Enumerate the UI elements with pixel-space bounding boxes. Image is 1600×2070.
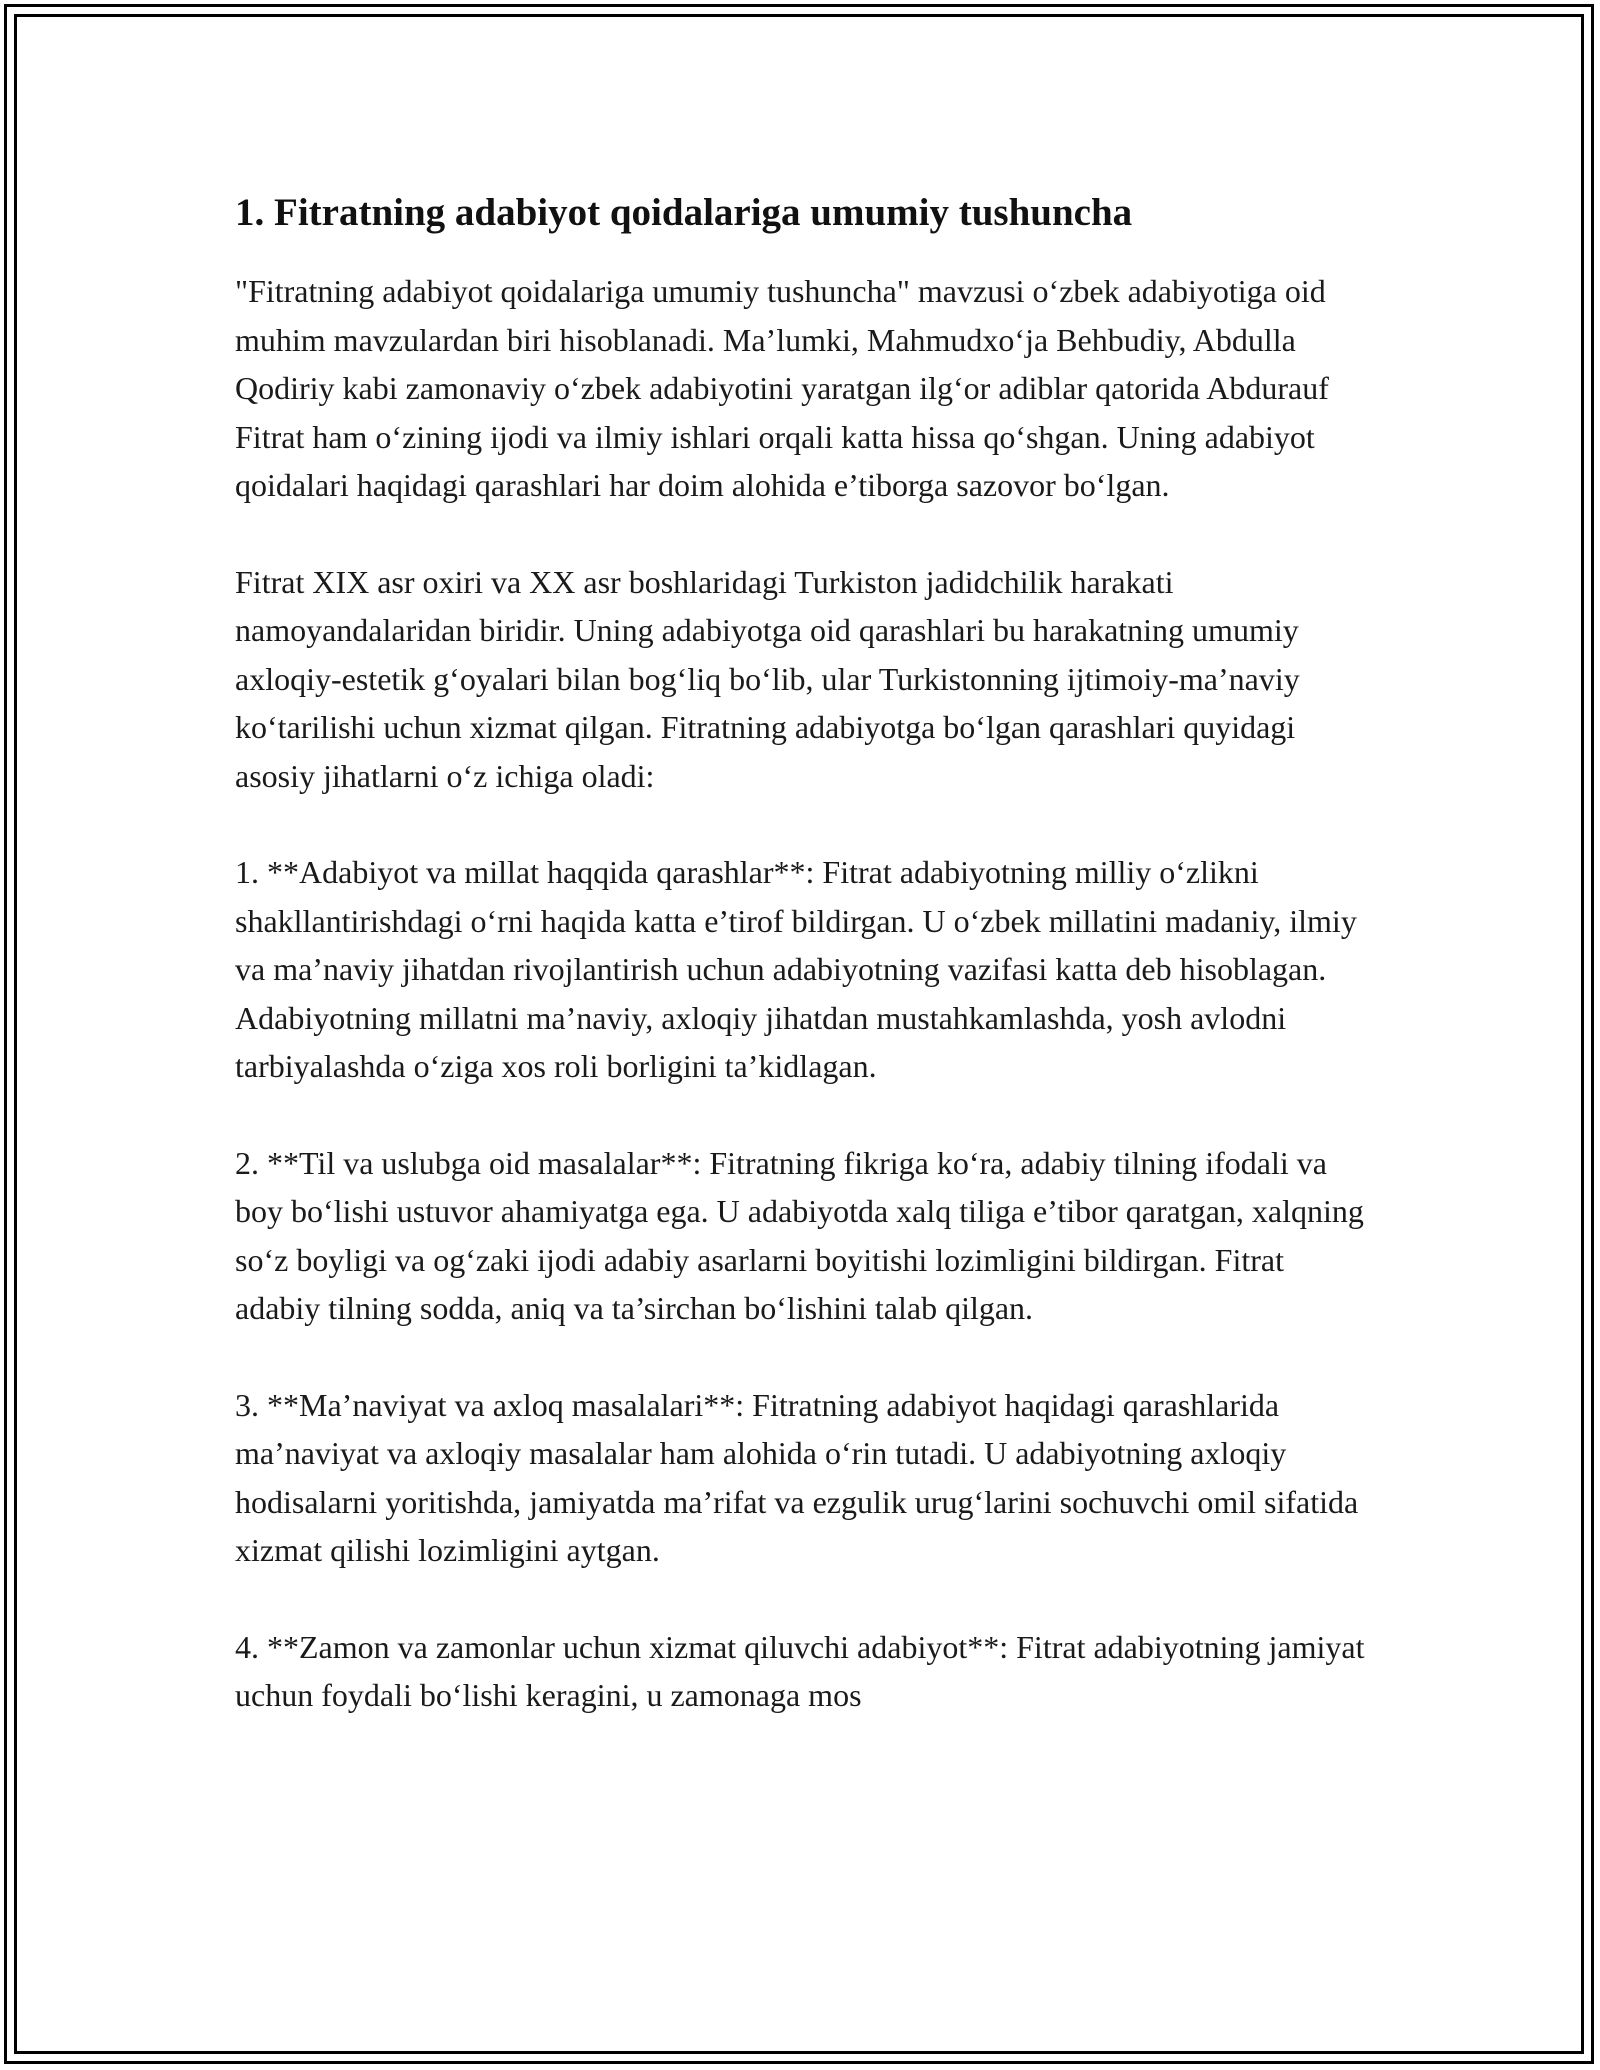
paragraph-intro: "Fitratning adabiyot qoidalariga umumiy tushuncha" mavzusi o‘zbek adabiyotiga oid muhim mavzulardan biri hisoblanadi. Ma’lumki, Mahmudxo‘ja Behbudiy, Abdulla Qodiriy kabi zamonaviy o‘zbek adabiyotini yaratgan ilg‘or adiblar qatorida Abdurauf Fitrat ham o‘zining ijodi va ilmiy ishlari orqali katta hissa qo‘shgan. Uning adabiyot qoidalari haqidagi qarashlari har doim alohida e’tiborga sazovor bo‘lgan. <box>235 273 1329 503</box>
list-item-spirituality-and-ethics: 3. **Ma’naviyat va axloq masalalari**: Fitratning adabiyot haqidagi qarashlarida ma’naviyat va axloqiy masalalar ham alohida o‘rin tutadi. U adabiyotning axloqiy hodisalarni yoritishda, jamiyatda ma’rifat va ezgulik urug‘larini sochuvchi omil sifatida xizmat qilishi lozimligini aytgan. <box>235 1386 1359 1568</box>
section-heading: 1. Fitratning adabiyot qoidalariga umumiy tushuncha <box>235 191 1133 234</box>
document-body <box>235 185 1375 1768</box>
list-item-literature-for-the-times: 4. **Zamon va zamonlar uchun xizmat qiluvchi adabiyot**: Fitrat adabiyotning jamiyat uchun foydali bo‘lishi keragini, u zamonaga mos <box>235 1628 1365 1713</box>
paragraph-background: Fitrat XIX asr oxiri va XX asr boshlaridagi Turkiston jadidchilik harakati namoyandalaridan biridir. Uning adabiyotga oid qarashlari bu harakatning umumiy axloqiy-estetik g‘oyalari bilan bog‘liq bo‘lib, ular Turkistonning ijtimoiy-ma’naviy ko‘tarilishi uchun xizmat qilgan. Fitratning adabiyotga bo‘lgan qarashlari quyidagi asosiy jihatlarni o‘z ichiga oladi: <box>235 563 1300 794</box>
list-item-language-and-style: 2. **Til va uslubga oid masalalar**: Fitratning fikriga ko‘ra, adabiy tilning ifodali va boy bo‘lishi ustuvor ahamiyatga ega. U adabiyotda xalq tiliga e’tibor qaratgan, xalqning so‘z boyligi va og‘zaki ijodi adabiy asarlarni boyitishi lozimligini bildirgan. Fitrat adabiy tilning sodda, aniq va ta’sirchan bo‘lishini talab qilgan. <box>235 1144 1364 1326</box>
list-item-literature-and-nation: 1. **Adabiyot va millat haqqida qarashlar**: Fitrat adabiyotning milliy o‘zlikni shakllantirishdagi o‘rni haqida katta e’tirof bildirgan. U o‘zbek millatini madaniy, ilmiy va ma’naviy jihatdan rivojlantirish uchun adabiyotning vazifasi katta deb hisoblagan. Adabiyotning millatni ma’naviy, axloqiy jihatdan mustahkamlashda, yosh avlodni tarbiyalashda o‘ziga xos roli borligini ta’kidlagan. <box>235 854 1357 1084</box>
